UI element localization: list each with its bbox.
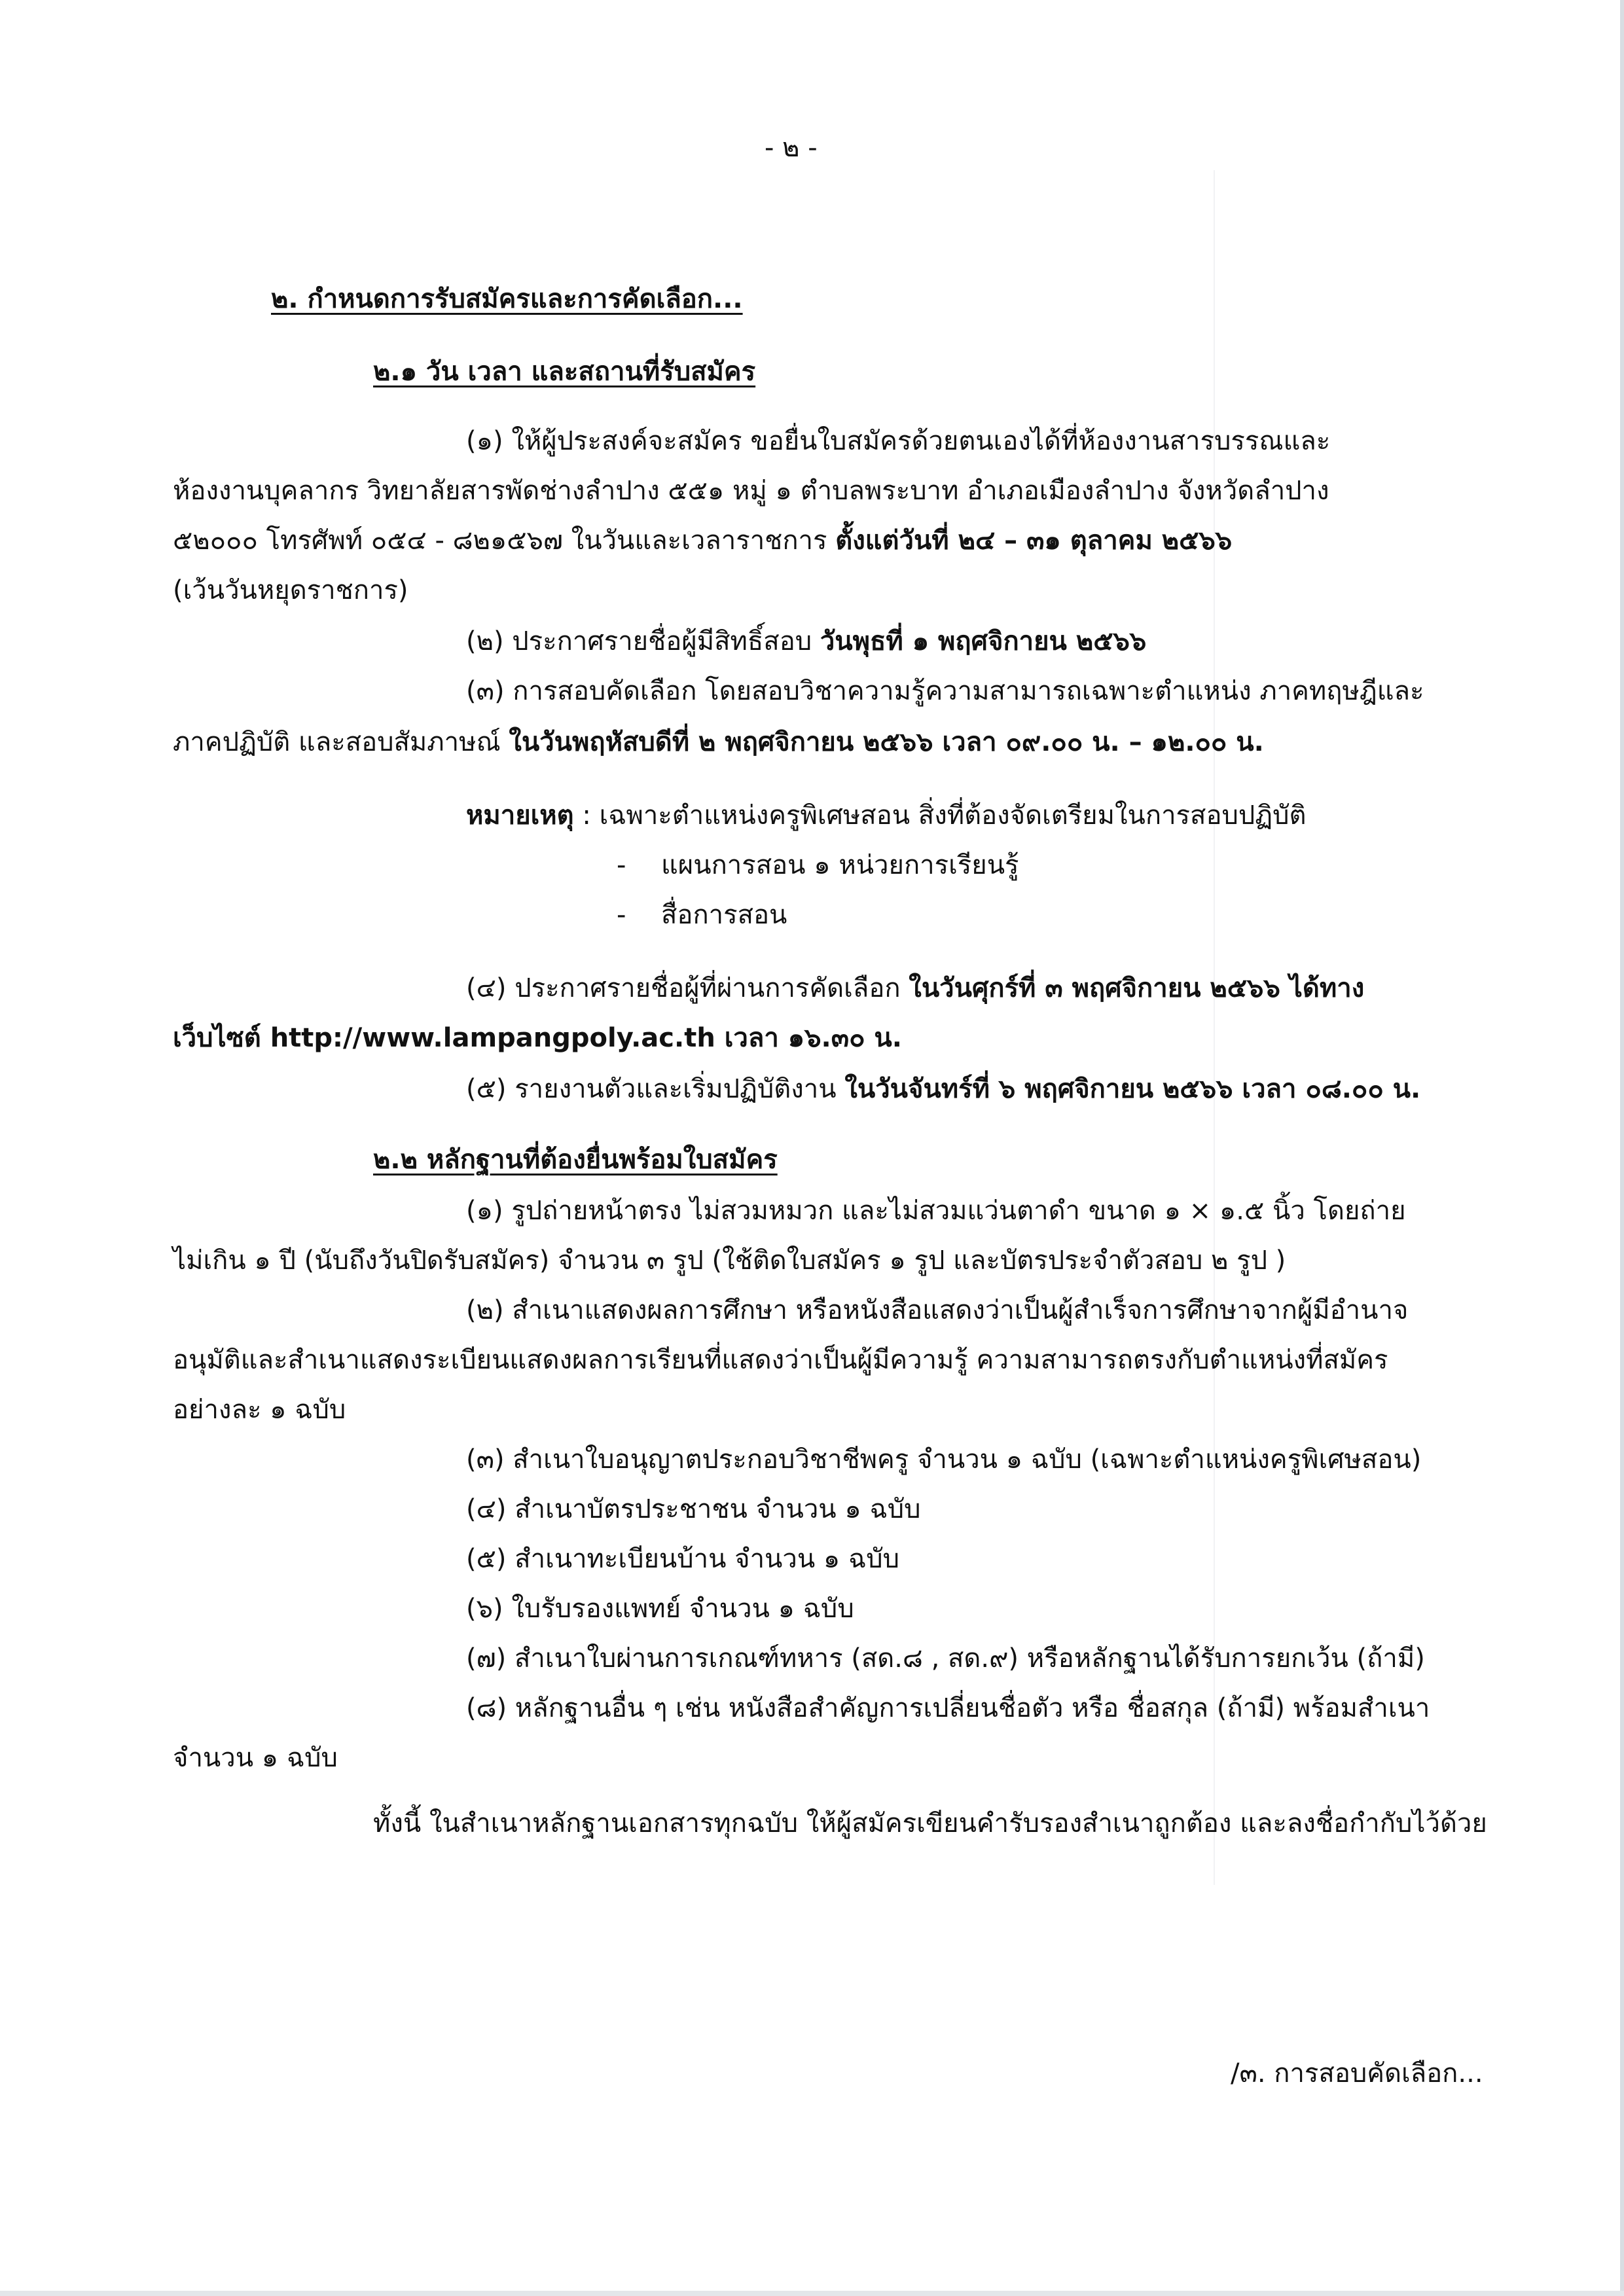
s22-item3: (๓) สำเนาใบอนุญาตประกอบวิชาชีพครู จำนวน ๑ ฉบับ (เฉพาะตำแหน่งครูพิเศษสอน) [466,1444,1422,1475]
closing-paragraph: ทั้งนี้ ในสำเนาหลักฐานเอกสารทุกฉบับ ให้ผู้สมัครเขียนคำรับรองสำเนาถูกต้อง และลงชื่อกำกับไว้ด้วย [373,1808,1487,1839]
s21-item2 [466,628,1146,655]
s22-item1-line1: (๑) รูปถ่ายหน้าตรง ไม่สวมหมวก และไม่สวมแว่นตาดำ ขนาด ๑ × ๑.๕ นิ้ว โดยถ่าย [466,1196,1406,1226]
scan-edge-right [1620,0,1624,2296]
s21-item3-line2 [173,729,1264,755]
note-line [466,802,1306,829]
note-text: : เฉพาะตำแหน่งครูพิเศษสอน สิ่งที่ต้องจัดเตรียมในการสอบปฏิบัติ [573,800,1307,831]
section-2-2-heading-text: ๒.๒ หลักฐานที่ต้องยื่นพร้อมใบสมัคร [373,1145,778,1175]
section-2-2-heading [373,1147,778,1173]
note-bullet-text: แผนการสอน ๑ หน่วยการเรียนรู้ [661,850,1019,880]
s21-item2-bold: วันพุธที่ ๑ พฤศจิกายน ๒๕๖๖ [820,626,1147,656]
s21-item5 [466,1076,1420,1102]
s21-item2-normal: (๒) ประกาศรายชื่อผู้มีสิทธิ์สอบ [466,626,820,656]
s21-item1-line3-normal: ๕๒๐๐๐ โทรศัพท์ ๐๕๔ - ๘๒๑๕๖๗ ในวันและเวลาราชการ [173,526,836,556]
s21-item5-bold: ในวันจันทร์ที่ ๖ พฤศจิกายน ๒๕๖๖ เวลา ๐๘.๐๐ น. [844,1074,1421,1104]
s21-item1-line2: ห้องงานบุคลากร วิทยาลัยสารพัดช่างลำปาง ๕๕๑ หมู่ ๑ ตำบลพระบาท อำเภอเมืองลำปาง จังหวัดลำปาง [173,476,1329,506]
s21-item4-line1-bold: ในวันศุกร์ที่ ๓ พฤศจิกายน ๒๕๖๖ ได้ทาง [909,973,1365,1003]
s21-item3-line2-bold: ในวันพฤหัสบดีที่ ๒ พฤศจิกายน ๒๕๖๖ เวลา ๐๙.๐๐ น. – ๑๒.๐๐ น. [509,727,1264,757]
section-2-1-heading-text: ๒.๑ วัน เวลา และสถานที่รับสมัคร [373,357,756,387]
s21-item3-line2-normal: ภาคปฏิบัติ และสอบสัมภาษณ์ [173,727,509,757]
s22-item5: (๕) สำเนาทะเบียนบ้าน จำนวน ๑ ฉบับ [466,1544,900,1574]
s21-item4-line2: เว็บไซต์ http://www.lampangpoly.ac.th เวลา ๑๖.๓๐ น. [173,1023,902,1053]
s21-item4-line1 [466,975,1364,1001]
section-2-heading-text: ๒. กำหนดการรับสมัครและการคัดเลือก... [271,284,743,314]
s21-item5-normal: (๕) รายงานตัวและเริ่มปฏิบัติงาน [466,1074,845,1104]
note-bullet-dash: - [617,900,626,930]
note-bullet-dash: - [617,850,626,880]
s21-item3-line1: (๓) การสอบคัดเลือก โดยสอบวิชาความรู้ความสามารถเฉพาะตำแหน่ง ภาคทฤษฎีและ [466,676,1424,706]
section-2-1-heading [373,359,755,385]
s22-item1-line2: ไม่เกิน ๑ ปี (นับถึงวันปิดรับสมัคร) จำนวน ๓ รูป (ใช้ติดใบสมัคร ๑ รูป และบัตรประจำตัวสอบ ๒ รูป ) [173,1246,1286,1276]
s22-item8-line2: จำนวน ๑ ฉบับ [173,1743,338,1773]
s21-item4-line1-normal: (๔) ประกาศรายชื่อผู้ที่ผ่านการคัดเลือก [466,973,909,1003]
s22-item2-line2: อนุมัติและสำเนาแสดงระเบียนแสดงผลการเรียนที่แสดงว่าเป็นผู้มีความรู้ ความสามารถตรงกับตำแหน่งที่สมัคร [173,1345,1388,1375]
s21-item1-line3 [173,528,1232,554]
s22-item7: (๗) สำเนาใบผ่านการเกณฑ์ทหาร (สด.๘ , สด.๙) หรือหลักฐานได้รับการยกเว้น (ถ้ามี) [466,1643,1425,1674]
s22-item6: (๖) ใบรับรองแพทย์ จำนวน ๑ ฉบับ [466,1594,854,1624]
s21-item1-line3-bold: ตั้งแต่วันที่ ๒๔ – ๓๑ ตุลาคม ๒๕๖๖ [835,526,1233,556]
s22-item8-line1: (๘) หลักฐานอื่น ๆ เช่น หนังสือสำคัญการเปลี่ยนชื่อตัว หรือ ชื่อสกุล (ถ้ามี) พร้อมสำเนา [466,1693,1430,1723]
note-label: หมายเหตุ [466,800,574,831]
scan-edge-bottom [0,2291,1624,2296]
note-bullet-text: สื่อการสอน [661,900,787,930]
s22-item2-line3: อย่างละ ๑ ฉบับ [173,1395,346,1425]
continuation-note: /๓. การสอบคัดเลือก... [1231,2058,1483,2089]
s22-item2-line1: (๒) สำเนาแสดงผลการศึกษา หรือหนังสือแสดงว่าเป็นผู้สำเร็จการศึกษาจากผู้มีอำนาจ [466,1295,1409,1325]
s22-item4: (๔) สำเนาบัตรประชาชน จำนวน ๑ ฉบับ [466,1494,921,1524]
section-2-heading [271,286,743,312]
page-number: - ๒ - [765,133,818,163]
s21-item1-line1: (๑) ให้ผู้ประสงค์จะสมัคร ขอยื่นใบสมัครด้วยตนเองได้ที่ห้องงานสารบรรณและ [466,426,1331,456]
s21-item1-line4: (เว้นวันหยุดราชการ) [173,575,408,605]
